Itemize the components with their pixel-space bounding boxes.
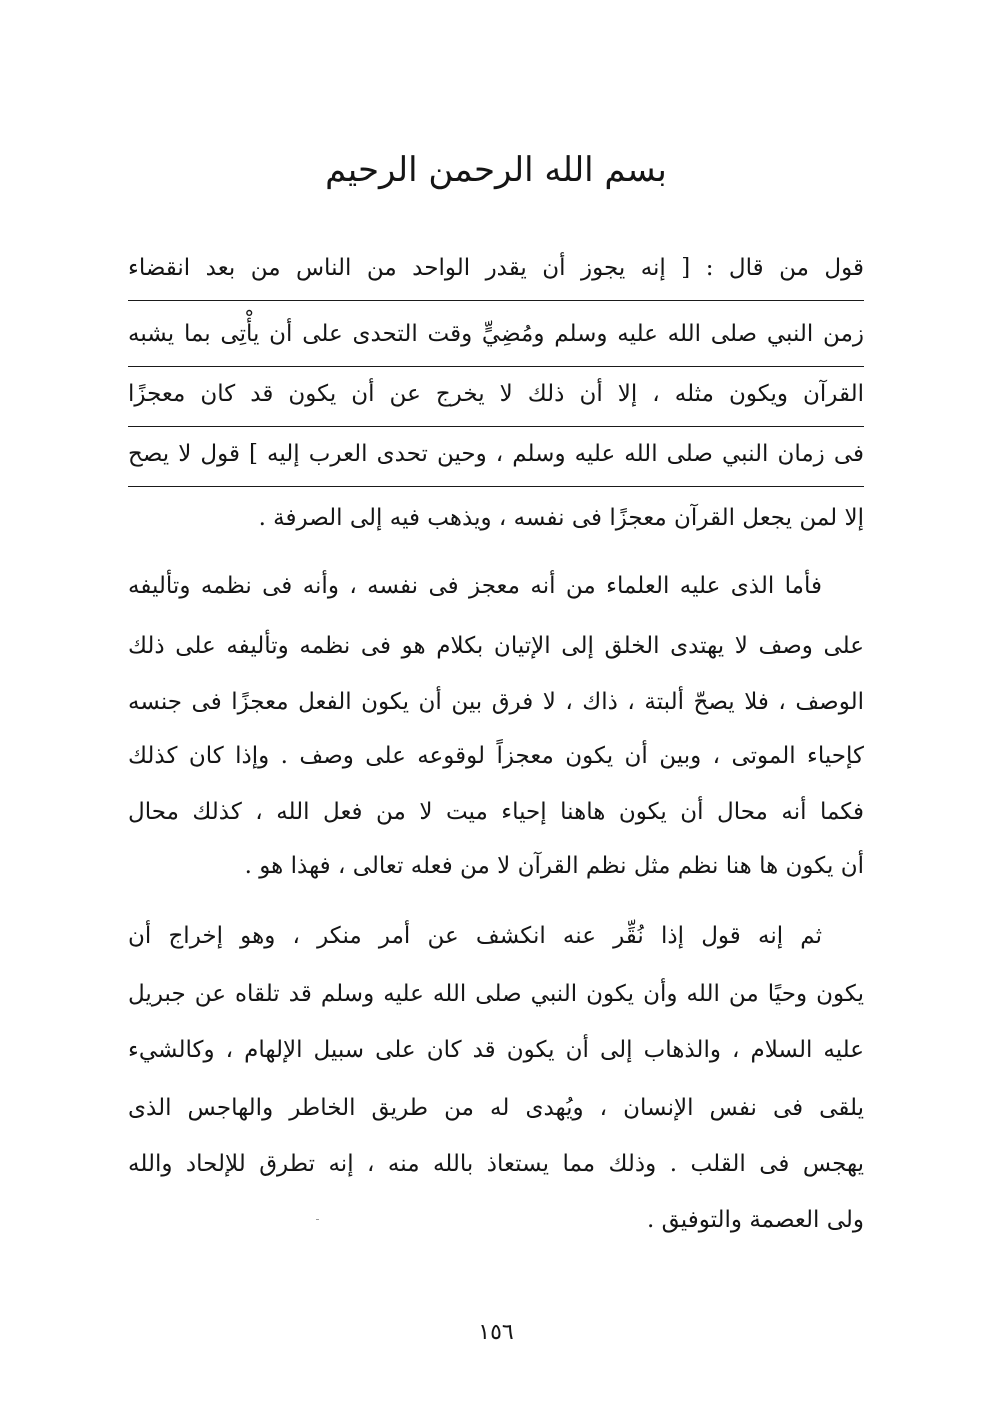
paragraph-1-line-1: قول من قال : [ إنه يجوز أن يقدر الواحد من الناس من بعد انقضاء [128,240,864,301]
paragraph-1-line-3: القرآن ويكون مثله ، إلا أن ذلك لا يخرج عن أن يكون قد كان معجزًا [128,366,864,427]
page-number: ١٥٦ [478,1320,514,1345]
paragraph-2-line-4: كإحياء الموتى ، وبين أن يكون معجزاً لوقوعه على وصف . وإذا كان كذلك [128,743,864,769]
paragraph-2-line-2: على وصف لا يهتدى الخلق إلى الإتيان بكلام هو فى نظمه وتأليفه على ذلك [128,633,864,659]
paragraph-2-line-5: فكما أنه محال أن يكون هاهنا إحياء ميت لا من فعل الله ، كذلك محال [128,799,864,825]
paragraph-3-line-4: يلقى فى نفس الإنسان ، ويُهدى له من طريق الخاطر والهاجس الذى [128,1095,864,1121]
paragraph-2-line-1: فأما الذى عليه العلماء من أنه معجز فى نفسه ، وأنه فى نظمه وتأليفه [128,573,822,599]
paragraph-3-line-2: يكون وحيًا من الله وأن يكون النبي صلى الله عليه وسلم قد تلقاه عن جبريل [128,981,864,1007]
paragraph-1-line-4: فى زمان النبي صلى الله عليه وسلم ، وحين تحدى العرب إليه ] قول لا يصح [128,426,864,487]
paragraph-1-line-2: زمن النبي صلى الله عليه وسلم ومُضِيٍّ وقت التحدى على أن يأْتِى بما يشبه [128,306,864,367]
paragraph-2-line-3: الوصف ، فلا يصحّ ألبتة ، ذاك ، لا فرق بين أن يكون الفعل معجزًا فى جنسه [128,689,864,715]
basmala-heading: بسم الله الرحمن الرحيم [325,150,667,190]
paragraph-3-line-3: عليه السلام ، والذهاب إلى أن يكون قد كان على سبيل الإلهام ، وكالشيء [128,1037,864,1063]
paragraph-3-line-1: ثم إنه قول إذا نُقِّر عنه انكشف عن أمر منكر ، وهو إخراج أن [128,923,822,949]
paragraph-1-line-5: إلا لمن يجعل القرآن معجزًا فى نفسه ، ويذهب فيه إلى الصرفة . [258,505,864,531]
paragraph-3-line-6: ولى العصمة والتوفيق . [646,1207,864,1233]
paragraph-2-line-6: أن يكون ها هنا نظم مثل نظم القرآن لا من فعله تعالى ، فهذا هو . [244,853,864,879]
paragraph-3-line-5: يهجس فى القلب . وذلك مما يستعاذ بالله منه ، إنه تطرق للإلحاد والله [128,1151,864,1177]
scan-speck [316,1219,319,1220]
